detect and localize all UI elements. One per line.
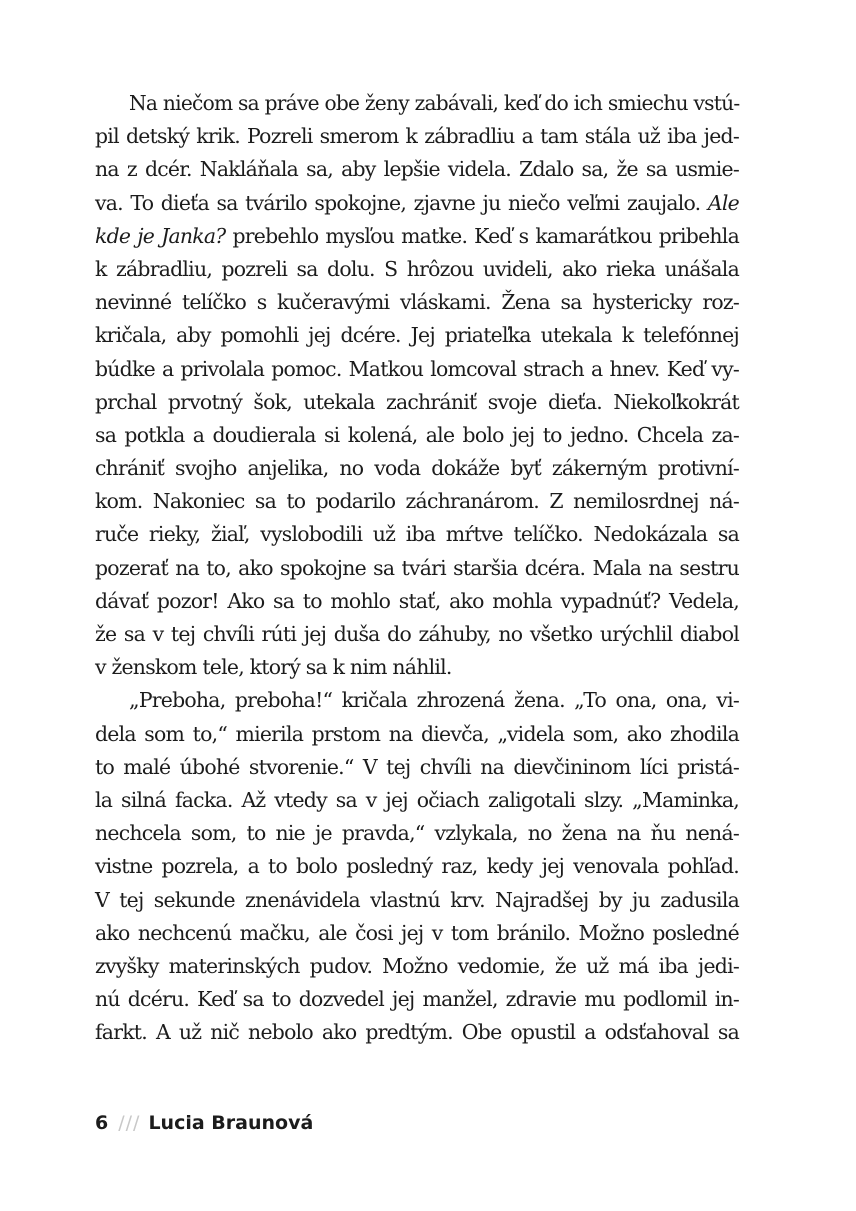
text-line: sa potkla a doudierala si kolená, ale bolo jej to jedno. Chcela za- [95, 422, 739, 447]
text-line: nechcela som, to nie je pravda,“ vzlykala, no žena na ňu nená- [95, 821, 739, 846]
text-line: nevinné telíčko s kučeravými vláskami. Žena sa hystericky roz- [95, 290, 739, 315]
text-line: prchal prvotný šok, utekala zachrániť svoje dieťa. Niekoľkokrát [95, 389, 739, 414]
text-line: chrániť svojho anjelika, no voda dokáže byť zákerným protivní- [95, 456, 739, 481]
text-line: kom. Nakoniec sa to podarilo záchranárom. Z nemilosrdnej ná- [95, 489, 739, 514]
text-line: ako nechcenú mačku, ale čosi jej v tom bránilo. Možno posledné [95, 920, 739, 945]
text-line: búdke a privolala pomoc. Matkou lomcoval strach a hnev. Keď vy- [95, 356, 739, 381]
footer-separator: /// [118, 1112, 141, 1134]
text-line: k zábradliu, pozreli sa dolu. S hrôzou uvideli, ako rieka unášala [95, 256, 739, 281]
text-line: zvyšky materinských pudov. Možno vedomie, že už má iba jedi- [95, 953, 739, 978]
page-number: 6 [95, 1112, 109, 1134]
body-text [95, 87, 739, 1049]
italic-text: Ale [707, 190, 739, 215]
text-line: „Preboha, preboha!“ kričala zhrozená žena. „To ona, ona, vi- [129, 688, 739, 713]
italic-text: kde je Janka? [95, 223, 226, 248]
author-name: Lucia Braunová [148, 1112, 314, 1134]
text-line: v ženskom tele, ktorý sa k nim náhlil. [95, 655, 452, 680]
text-line: nú dcéru. Keď sa to dozvedel jej manžel, zdravie mu podlomil in- [95, 987, 739, 1012]
text-line: dávať pozor! Ako sa to mohlo stať, ako mohla vypadnúť? Vedela, [95, 588, 739, 613]
text-line: kričala, aby pomohli jej dcére. Jej priateľka utekala k telefónnej [95, 323, 739, 348]
text-line: la silná facka. Až vtedy sa v jej očiach zaligotali slzy. „Maminka, [95, 787, 739, 812]
text-line: farkt. A už nič nebolo ako predtým. Obe opustil a odsťahoval sa [95, 1020, 739, 1045]
text-line: ruče rieky, žiaľ, vyslobodili už iba mŕtve telíčko. Nedokázala sa [95, 522, 739, 547]
text-line: va. To dieťa sa tvárilo spokojne, zjavne ju niečo veľmi zaujalo. Ale [95, 190, 739, 215]
text-line: pozerať na to, ako spokojne sa tvári staršia dcéra. Mala na sestru [95, 555, 739, 580]
text-line: pil detský krik. Pozreli smerom k zábradliu a tam stála už iba jed- [95, 124, 739, 149]
text-line: V tej sekunde znenávidela vlastnú krv. Najradšej by ju zadusila [95, 887, 739, 912]
text-line: dela som to,“ mierila prstom na dievča, „videla som, ako zhodila [95, 721, 739, 746]
page-footer [95, 1109, 313, 1137]
text-line: že sa v tej chvíli rúti jej duša do záhuby, no všetko urýchlil diabol [95, 622, 739, 646]
text-line: Na niečom sa práve obe ženy zabávali, keď do ich smiechu vstú- [129, 91, 740, 115]
text-line: kde je Janka? prebehlo mysľou matke. Keď s kamarátkou pribehla [95, 223, 739, 248]
text-line: to malé úbohé stvorenie.“ V tej chvíli na dievčininom líci pristá- [95, 754, 739, 779]
text-line: vistne pozrela, a to bolo posledný raz, kedy jej venovala pohľad. [95, 854, 739, 879]
text-line: na z dcér. Nakláňala sa, aby lepšie videla. Zdalo sa, že sa usmie- [95, 157, 739, 182]
